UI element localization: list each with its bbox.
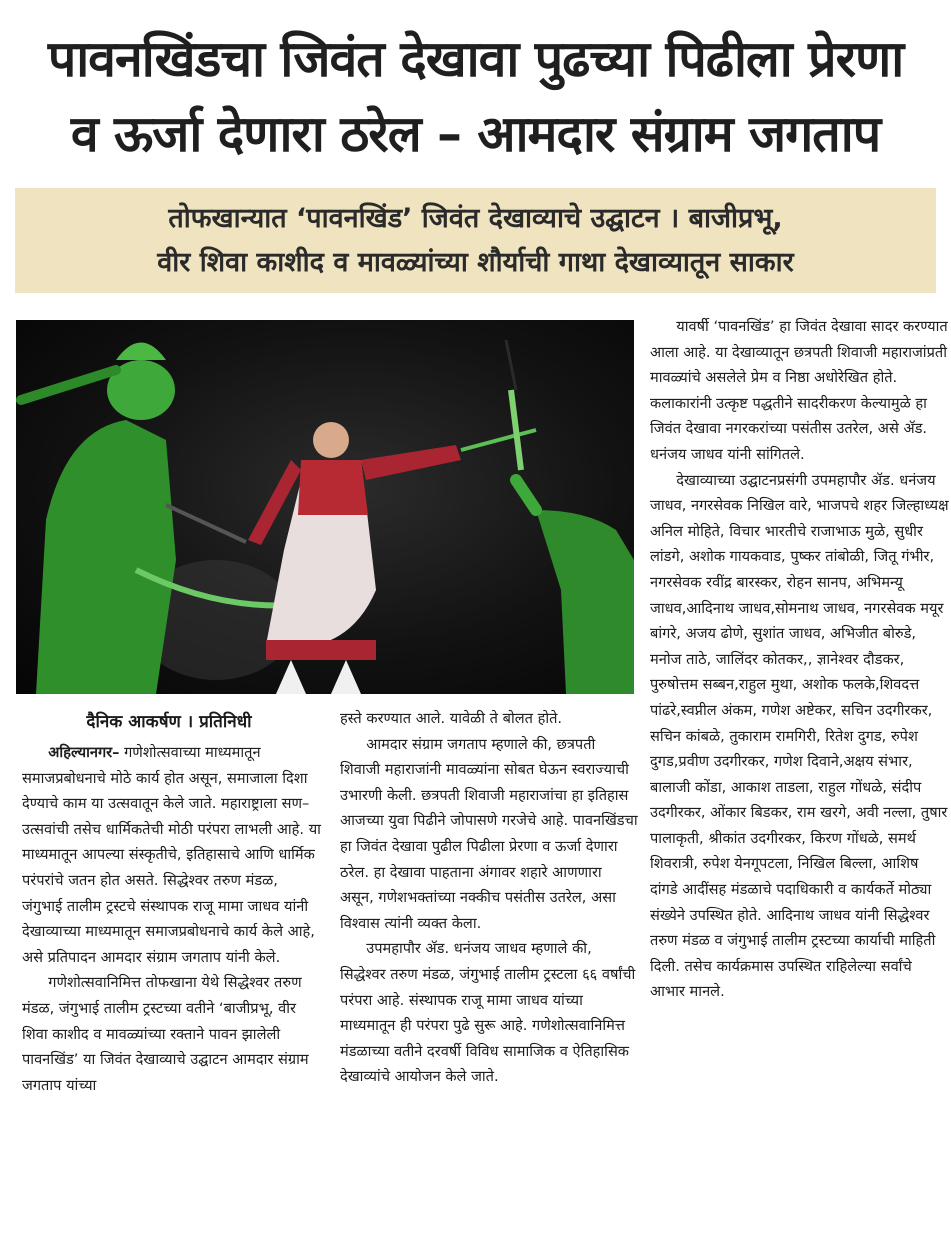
stage-performance-photo: [16, 320, 634, 694]
byline: दैनिक आकर्षण । प्रतिनिधी: [86, 712, 252, 732]
paragraph: [22, 740, 322, 970]
article-column-1: [22, 740, 322, 1098]
subheadline-banner: [15, 188, 936, 293]
subheadline-line-2: वीर शिवा काशीद व मावळ्यांच्या शौर्याची गाथा देखाव्यातून साकार: [157, 246, 794, 278]
headline-line-2: व ऊर्जा देणारा ठरेल – आमदार संग्राम जगताप: [70, 105, 881, 163]
headline: [0, 22, 951, 172]
paragraph: आमदार संग्राम जगताप म्हणाले की, छत्रपती शिवाजी महाराजांनी मावळ्यांना सोबत घेऊन स्वराज्याची उभारणी केली. छत्रपती शिवाजी महाराजांचा हा इतिहास आजच्या युवा पिढीने जोपासणे गरजेचे आहे. पावनखिंडचा हा जिवंत देखावा पुढील पिढीला प्रेरणा व ऊर्जा देणारा ठरेल. हा देखावा पाहताना अंगावर शहारे आणणारा असून, गणेशभक्तांच्या नक्कीच पसंतीस उतरेल, असा विश्वास त्यांनी व्यक्त केला.: [340, 735, 638, 932]
headline-line-1: पावनखिंडचा जिवंत देखावा पुढच्या पिढीला प्रेरणा: [47, 30, 904, 88]
paragraph-text: गणेशोत्सवाच्या माध्यमातून समाजप्रबोधनाचे मोठे कार्य होत असून, समाजाला दिशा देण्याचे काम या उत्सवातून केले जाते. महाराष्ट्राला सण–उत्सवांची तसेच धार्मिकतेची मोठी परंपरा लाभली आहे. या माध्यमातून आपल्या संस्कृतीचे, इतिहासाचे आणि धार्मिक परंपरांचे जतन होत असते. सिद्धेश्वर तरुण मंडळ, जंगुभाई तालीम ट्रस्टचे संस्थापक राजू मामा जाधव यांनी देखाव्याच्या माध्यमातून समाजप्रबोधनाचे कार्य केले आहे, असे प्रतिपादन आमदार संग्राम जगताप यांनी केले.: [22, 744, 321, 966]
article-column-3: [650, 314, 950, 1005]
article-column-2: [340, 706, 640, 1090]
subheadline-line-1: तोफखान्यात ‘पावनखिंड’ जिवंत देखाव्याचे उद्घाटन । बाजीप्रभू,: [168, 202, 783, 234]
paragraph: उपमहापौर ॲड. धनंजय जाधव म्हणाले की, सिद्धेश्वर तरुण मंडळ, जंगुभाई तालीम ट्रस्टला ६६ वर्षांची परंपरा आहे. संस्थापक राजू मामा जाधव यांच्या माध्यमातून ही परंपरा पुढे सुरू आहे. गणेशोत्सवानिमित्त मंडळाच्या वतीने दरवर्षी विविध सामाजिक व ऐतिहासिक देखाव्यांचे आयोजन केले जाते.: [340, 940, 636, 1086]
photo-illustration: [16, 320, 634, 694]
dateline: अहिल्यानगर–: [48, 744, 120, 761]
paragraph: यावर्षी ‘पावनखिंड’ हा जिवंत देखावा सादर करण्यात आला आहे. या देखाव्यातून छत्रपती शिवाजी महाराजांप्रती मावळ्यांचे असलेले प्रेम व निष्ठा अधोरेखित होते. कलाकारांनी उत्कृष्ट पद्धतीने सादरीकरण केल्यामुळे हा जिवंत देखावा नगरकरांच्या पसंतीस उतरेल, असे ॲड. धनंजय जाधव यांनी सांगितले.: [650, 318, 948, 463]
paragraph: हस्ते करण्यात आले. यावेळी ते बोलत होते.: [340, 710, 563, 727]
paragraph: गणेशोत्सवानिमित्त तोफखाना येथे सिद्धेश्वर तरुण मंडळ, जंगुभाई तालीम ट्रस्टच्या वतीने ‘बाजीप्रभू, वीर शिवा काशीद व मावळ्यांच्या रक्ताने पावन झालेली पावनखिंड’ या जिवंत देखाव्याचे उद्घाटन आमदार संग्राम जगताप यांच्या: [22, 974, 309, 1094]
paragraph: देखाव्याच्या उद्घाटनप्रसंगी उपमहापौर ॲड. धनंजय जाधव, नगरसेवक निखिल वारे, भाजपचे शहर जिल्हाध्यक्ष अनिल मोहिते, विचार भारतीचे राजाभाऊ मुळे, सुधीर लांडगे, अशोक गायकवाड, पुष्कर तांबोळी, जितू गंभीर, नगरसेवक रवींद्र बारस्कर, रोहन सानप, अभिमन्यू जाधव,आदिनाथ जाधव,सोमनाथ जाधव, नगरसेवक मयूर बांगरे, अजय ढोणे, सुशांत जाधव, अभिजीत बोरुडे, मनोज ताठे, जालिंदर कोतकर,, ज्ञानेश्वर दौडकर, पुरुषोत्तम सब्बन,राहुल मुथा, अशोक फलके,शिवदत्त पांढरे,स्वप्नील अंकम, गणेश अष्टेकर, सचिन उदगीरकर, सचिन कांबळे, तुकाराम रामगिरी, रितेश दुगड, रुपेश दुगड,प्रवीण उदगीरकर, गणेश दिवाने,अक्षय संभार, बालाजी कोंडा, आकाश ताडला, राहुल गोंधळे, संदीप उदगीरकर, ओंकार बिडकर, राम खरगे, अवी नल्ला, तुषार पालाकृती, श्रीकांत उदगीरकर, किरण गोंधळे, समर्थ शिवरात्री, रुपेश येनगूपटला, निखिल बिल्ला, आशिष दांगडे आदींसह मंडळाचे पदाधिकारी व कार्यकर्ते मोठ्या संख्येने उपस्थित होते. आदिनाथ जाधव यांनी सिद्धेश्वर तरुण मंडळ व जंगुभाई तालीम ट्रस्टच्या कार्याची माहिती दिली. तसेच कार्यक्रमास उपस्थित राहिलेल्या सर्वांचे आभार मानले.: [650, 471, 949, 1001]
